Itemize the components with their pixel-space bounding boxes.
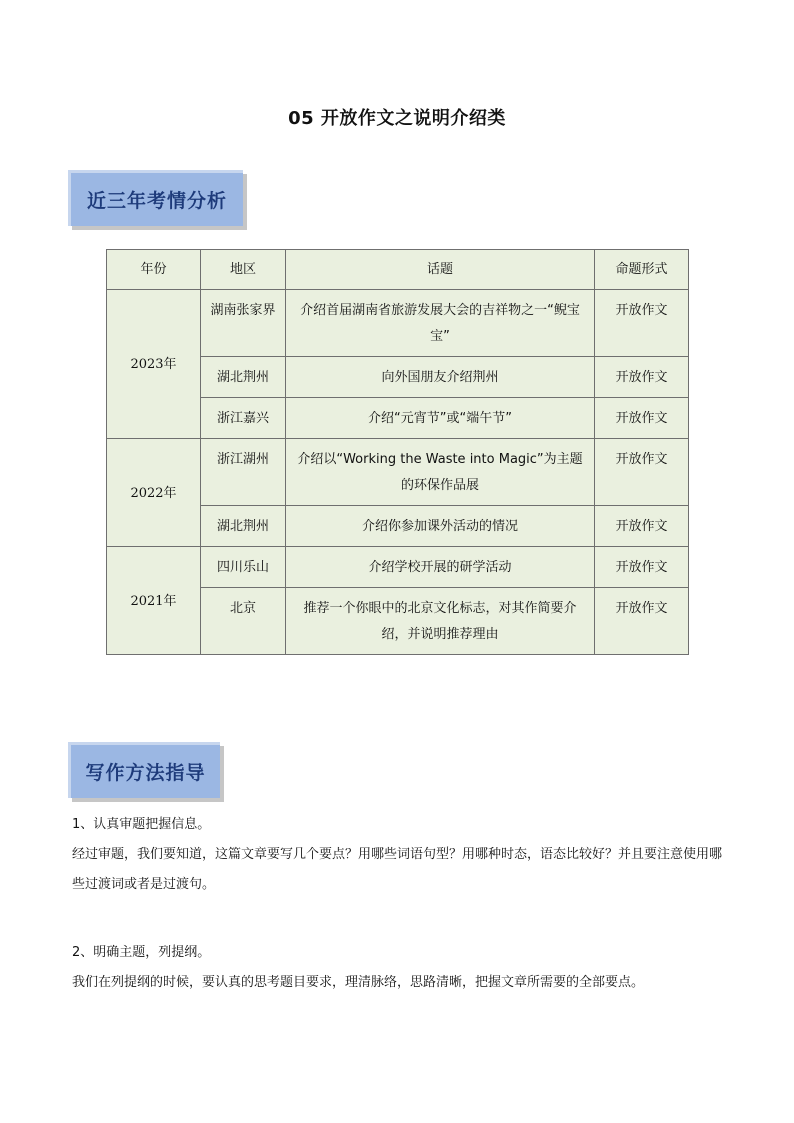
- guide-step-1: [72, 810, 722, 900]
- form-cell: 开放作文: [595, 506, 689, 547]
- table-row: [107, 439, 689, 506]
- header-topic: 话题: [286, 250, 595, 290]
- exam-analysis-table: [106, 249, 689, 655]
- header-form: 命题形式: [595, 250, 689, 290]
- topic-cell: 推荐一个你眼中的北京文化标志，对其作简要介绍，并说明推荐理由: [286, 588, 595, 655]
- section-heading-writing-guide: 写作方法指导: [68, 742, 220, 798]
- topic-cell: 介绍你参加课外活动的情况: [286, 506, 595, 547]
- region-cell: 浙江湖州: [201, 439, 286, 506]
- table-row: [107, 290, 689, 357]
- header-year: 年份: [107, 250, 201, 290]
- topic-cell: 介绍以“Working the Waste into Magic”为主题的环保作品展: [286, 439, 595, 506]
- guide-step-2: [72, 938, 722, 998]
- form-cell: 开放作文: [595, 547, 689, 588]
- table-header-row: [107, 250, 689, 290]
- region-cell: 北京: [201, 588, 286, 655]
- topic-cell: 介绍首届湖南省旅游发展大会的吉祥物之一“鲵宝宝”: [286, 290, 595, 357]
- form-cell: 开放作文: [595, 290, 689, 357]
- form-cell: 开放作文: [595, 398, 689, 439]
- section-heading-exam-analysis: 近三年考情分析: [68, 170, 243, 226]
- guide-step-1-text: 经过审题，我们要知道，这篇文章要写几个要点？用哪些词语句型？用哪种时态，语态比较好？并且要注意使用哪些过渡词或者是过渡句。: [72, 847, 723, 892]
- form-cell: 开放作文: [595, 357, 689, 398]
- guide-step-1-title: 1、认真审题把握信息。: [72, 817, 211, 832]
- form-cell: 开放作文: [595, 588, 689, 655]
- region-cell: 浙江嘉兴: [201, 398, 286, 439]
- region-cell: 四川乐山: [201, 547, 286, 588]
- topic-cell: 向外国朋友介绍荆州: [286, 357, 595, 398]
- region-cell: 湖北荆州: [201, 506, 286, 547]
- table-row: [107, 547, 689, 588]
- topic-cell: 介绍“元宵节”或“端午节”: [286, 398, 595, 439]
- year-cell: 2023年: [107, 290, 201, 439]
- form-cell: 开放作文: [595, 439, 689, 506]
- region-cell: 湖北荆州: [201, 357, 286, 398]
- topic-cell: 介绍学校开展的研学活动: [286, 547, 595, 588]
- header-region: 地区: [201, 250, 286, 290]
- document-title: 05 开放作文之说明介绍类: [288, 108, 506, 129]
- year-cell: 2021年: [107, 547, 201, 655]
- guide-step-2-title: 2、明确主题，列提纲。: [72, 945, 211, 960]
- region-cell: 湖南张家界: [201, 290, 286, 357]
- guide-step-2-text: 我们在列提纲的时候，要认真的思考题目要求，理清脉络，思路清晰，把握文章所需要的全部要点。: [72, 975, 645, 990]
- year-cell: 2022年: [107, 439, 201, 547]
